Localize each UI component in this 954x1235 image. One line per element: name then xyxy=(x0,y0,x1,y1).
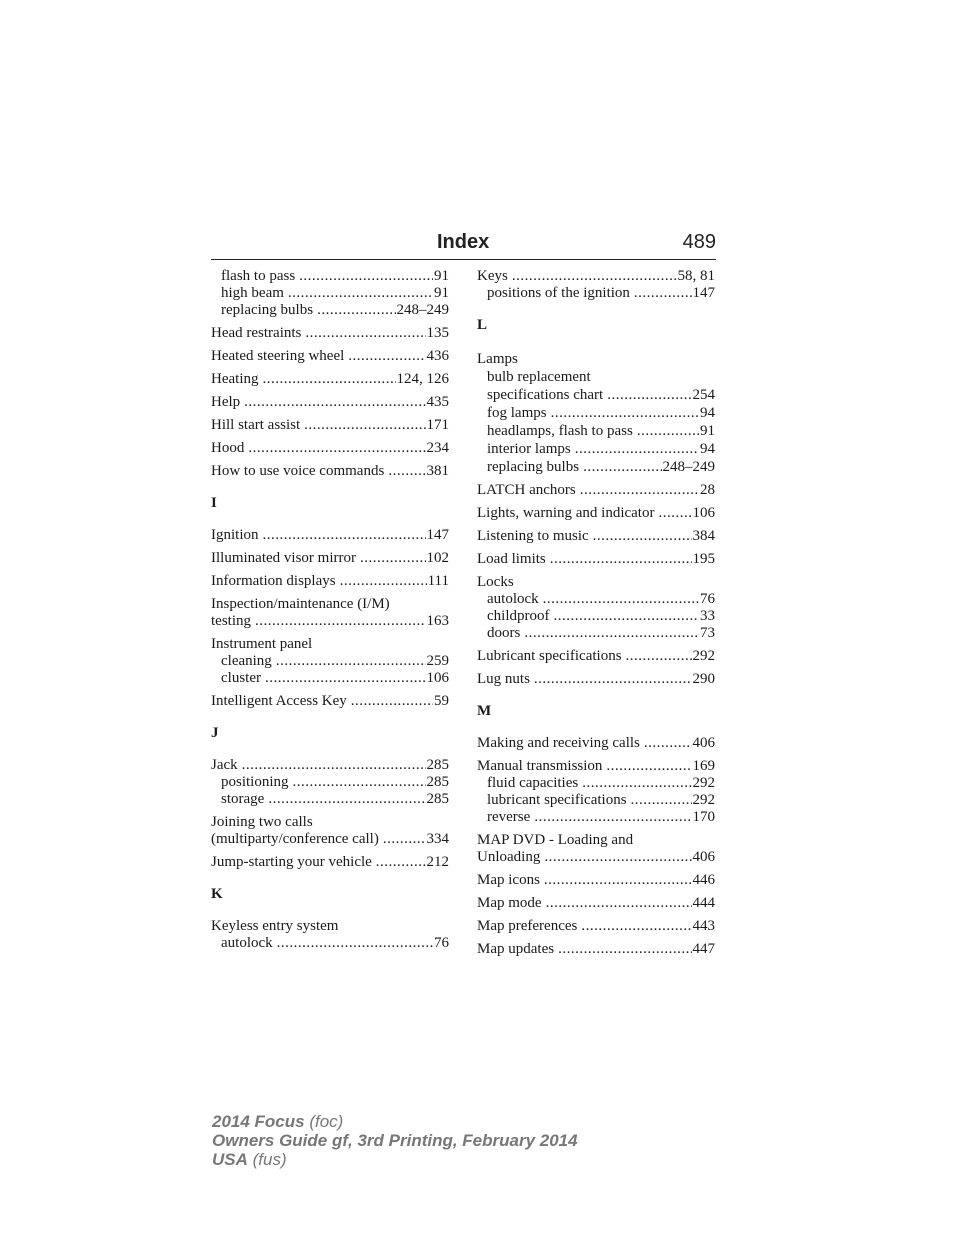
index-entry: Keys ..... 58, 81 xyxy=(477,268,715,285)
index-entry: Intelligent Access Key ..... 59 xyxy=(211,693,449,710)
index-entry: Lug nuts ..... 290 xyxy=(477,671,715,688)
index-entry-heading: Joining two calls xyxy=(211,814,313,830)
index-entry: Hill start assist ..... 171 xyxy=(211,417,449,434)
index-entry-heading: bulb replacement xyxy=(487,369,591,385)
index-entry: (multiparty/conference call) ..... 334 xyxy=(211,831,449,848)
index-entry: How to use voice commands ..... 381 xyxy=(211,463,449,480)
index-entry: positioning ..... 285 xyxy=(211,774,449,791)
index-entry: reverse ..... 170 xyxy=(477,809,715,826)
section-letter-i: I xyxy=(211,495,217,511)
index-entry-heading: Instrument panel xyxy=(211,636,313,652)
index-entry: cluster ..... 106 xyxy=(211,670,449,687)
index-entry: Help ..... 435 xyxy=(211,394,449,411)
footer-line-edition: Owners Guide gf, 3rd Printing, February 2014 xyxy=(212,1131,578,1150)
index-entry: Jump-starting your vehicle ..... 212 xyxy=(211,854,449,871)
index-entry-heading: Inspection/maintenance (I/M) xyxy=(211,596,390,612)
section-letter-m: M xyxy=(477,703,492,719)
index-entry: Map icons ..... 446 xyxy=(477,872,715,889)
index-entry-heading: Lamps xyxy=(477,351,518,367)
index-entry: lubricant specifications ..... 292 xyxy=(477,792,715,809)
index-entry: LATCH anchors ..... 28 xyxy=(477,482,715,499)
index-entry: Listening to music ..... 384 xyxy=(477,528,715,545)
page-number: 489 xyxy=(682,231,716,253)
index-entry: cleaning ..... 259 xyxy=(211,653,449,670)
index-entry: Map mode ..... 444 xyxy=(477,895,715,912)
index-entry: Ignition ..... 147 xyxy=(211,527,449,544)
index-entry: Manual transmission ..... 169 xyxy=(477,758,715,775)
footer-line-market: USA (fus) xyxy=(212,1150,287,1169)
section-letter-j: J xyxy=(211,725,219,741)
section-letter-k: K xyxy=(211,886,223,902)
footer-line-model: 2014 Focus (foc) xyxy=(212,1112,344,1131)
index-entry: headlamps, flash to pass ..... 91 xyxy=(477,422,715,440)
index-entry: high beam ..... 91 xyxy=(211,285,449,302)
index-entry: interior lamps ..... 94 xyxy=(477,440,715,458)
index-entry: Heated steering wheel ..... 436 xyxy=(211,348,449,365)
index-entry: testing ..... 163 xyxy=(211,613,449,630)
page-header xyxy=(211,229,716,260)
index-entry: Unloading ..... 406 xyxy=(477,849,715,866)
index-entry-heading: Keyless entry system xyxy=(211,918,339,934)
index-entry: fluid capacities ..... 292 xyxy=(477,775,715,792)
index-entry-heading: MAP DVD - Loading and xyxy=(477,832,634,848)
index-entry: specifications chart ..... 254 xyxy=(477,386,715,404)
index-entry: Lights, warning and indicator ..... 106 xyxy=(477,505,715,522)
index-entry: Hood ..... 234 xyxy=(211,440,449,457)
index-entry: flash to pass ..... 91 xyxy=(211,268,449,285)
index-entry: Making and receiving calls ..... 406 xyxy=(477,735,715,752)
index-entry-heading: Locks xyxy=(477,574,514,590)
page-footer xyxy=(212,1112,578,1169)
section-letter-l: L xyxy=(477,317,488,333)
index-entry: Lubricant specifications ..... 292 xyxy=(477,648,715,665)
index-entry: Load limits ..... 195 xyxy=(477,551,715,568)
index-entry: Illuminated visor mirror ..... 102 xyxy=(211,550,449,567)
index-entry: Map updates ..... 447 xyxy=(477,941,715,958)
index-entry: autolock ..... 76 xyxy=(211,935,449,952)
page-title: Index xyxy=(437,231,490,253)
index-entry: positions of the ignition ..... 147 xyxy=(477,285,715,302)
index-entry: Map preferences ..... 443 xyxy=(477,918,715,935)
index-column-left xyxy=(211,268,449,952)
index-column-right xyxy=(477,268,715,958)
index-entry: childproof ..... 33 xyxy=(477,608,715,625)
index-entry: Head restraints ..... 135 xyxy=(211,325,449,342)
index-entry: autolock ..... 76 xyxy=(477,591,715,608)
index-entry: doors ..... 73 xyxy=(477,625,715,642)
index-entry: Heating ..... 124, 126 xyxy=(211,371,449,388)
index-entry: replacing bulbs ..... 248–249 xyxy=(477,458,715,476)
index-entry: Information displays ..... 111 xyxy=(211,573,449,590)
index-entry: replacing bulbs ..... 248–249 xyxy=(211,302,449,319)
index-entry: fog lamps ..... 94 xyxy=(477,404,715,422)
index-entry: storage ..... 285 xyxy=(211,791,449,808)
index-entry: Jack ..... 285 xyxy=(211,757,449,774)
